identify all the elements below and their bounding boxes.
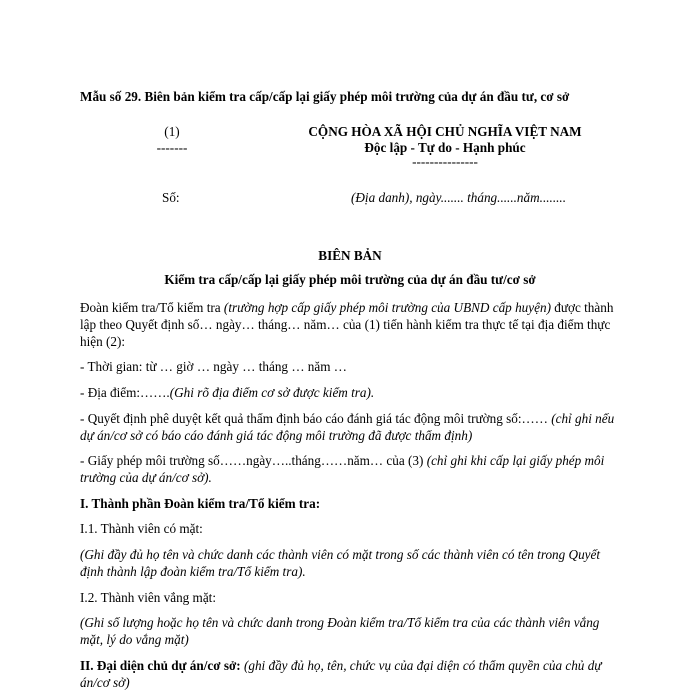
time-line: - Thời gian: từ … giờ … ngày … tháng … năm …: [80, 359, 347, 374]
org-code: (1): [164, 124, 180, 139]
section-1-2-note: (Ghi số lượng hoặc họ tên và chức danh trong Đoàn kiểm tra/Tổ kiểm tra của các thành viên vắng mặt, lý do vắng mặt): [80, 615, 600, 647]
permit-line-note: (chỉ ghi khi cấp lại giấy phép môi trường của dự án/cơ sở).: [80, 453, 605, 485]
place-line: [80, 384, 620, 401]
form-title: Mẫu số 29. Biên bản kiểm tra cấp/cấp lại giấy phép môi trường của dự án đầu tư, cơ sở: [80, 89, 570, 104]
motto-rule: ---------------: [412, 154, 478, 169]
decision-line: [80, 410, 620, 444]
section-1-2-label: I.2. Thành viên vắng mặt:: [80, 590, 216, 605]
document-subtitle: Kiểm tra cấp/cấp lại giấy phép môi trường của dự án đầu tư/cơ sở: [164, 272, 536, 287]
motto: Độc lập - Tự do - Hạnh phúc: [364, 140, 526, 155]
section-2-heading: II. Đại diện chủ dự án/cơ sở:: [80, 658, 244, 673]
nation-name: CỘNG HÒA XÃ HỘI CHỦ NGHĨA VIỆT NAM: [308, 124, 582, 139]
document-title: BIÊN BẢN: [318, 248, 382, 263]
intro-text-a: Đoàn kiểm tra/Tổ kiểm tra: [80, 300, 224, 315]
decision-line-note: (chỉ ghi nếu dự án/cơ sở có báo cáo đánh giá tác động môi trường đã được thẩm định): [80, 411, 615, 443]
intro-text-b: được thành lập theo Quyết định số… ngày… tháng… năm… của (1) tiến hành kiểm tra thực tế tại địa điểm thực hiện (2):: [80, 300, 614, 349]
section-1-1-label: I.1. Thành viên có mặt:: [80, 521, 203, 536]
intro-paragraph: [80, 299, 620, 350]
section-1-1-note: (Ghi đầy đủ họ tên và chức danh các thành viên có mặt trong số các thành viên có tên trong Quyết định thành lập đoàn kiểm tra/Tổ kiểm tra).: [80, 547, 601, 579]
org-dashes: -------: [156, 140, 188, 155]
decision-line-text: - Quyết định phê duyệt kết quả thẩm định báo cáo đánh giá tác động môi trường số:……: [80, 411, 552, 426]
document-number-label: Số:: [162, 190, 180, 205]
permit-line: [80, 452, 620, 486]
section-2-note: (ghi đầy đủ họ, tên, chức vụ của đại diện có thẩm quyền của chủ dự án/cơ sở): [80, 658, 602, 690]
permit-line-text: - Giấy phép môi trường số……ngày…..tháng……năm… của (3): [80, 453, 427, 468]
section-2: [80, 657, 620, 691]
place-date-line: (Địa danh), ngày....... tháng......năm........: [351, 190, 567, 205]
place-line-note: (Ghi rõ địa điểm cơ sở được kiểm tra).: [169, 385, 375, 400]
section-1-heading: I. Thành phần Đoàn kiểm tra/Tổ kiểm tra:: [80, 496, 321, 511]
place-line-text: - Địa điểm:…….: [80, 385, 170, 400]
intro-note: (trường hợp cấp giấy phép môi trường của UBND cấp huyện): [223, 300, 551, 315]
